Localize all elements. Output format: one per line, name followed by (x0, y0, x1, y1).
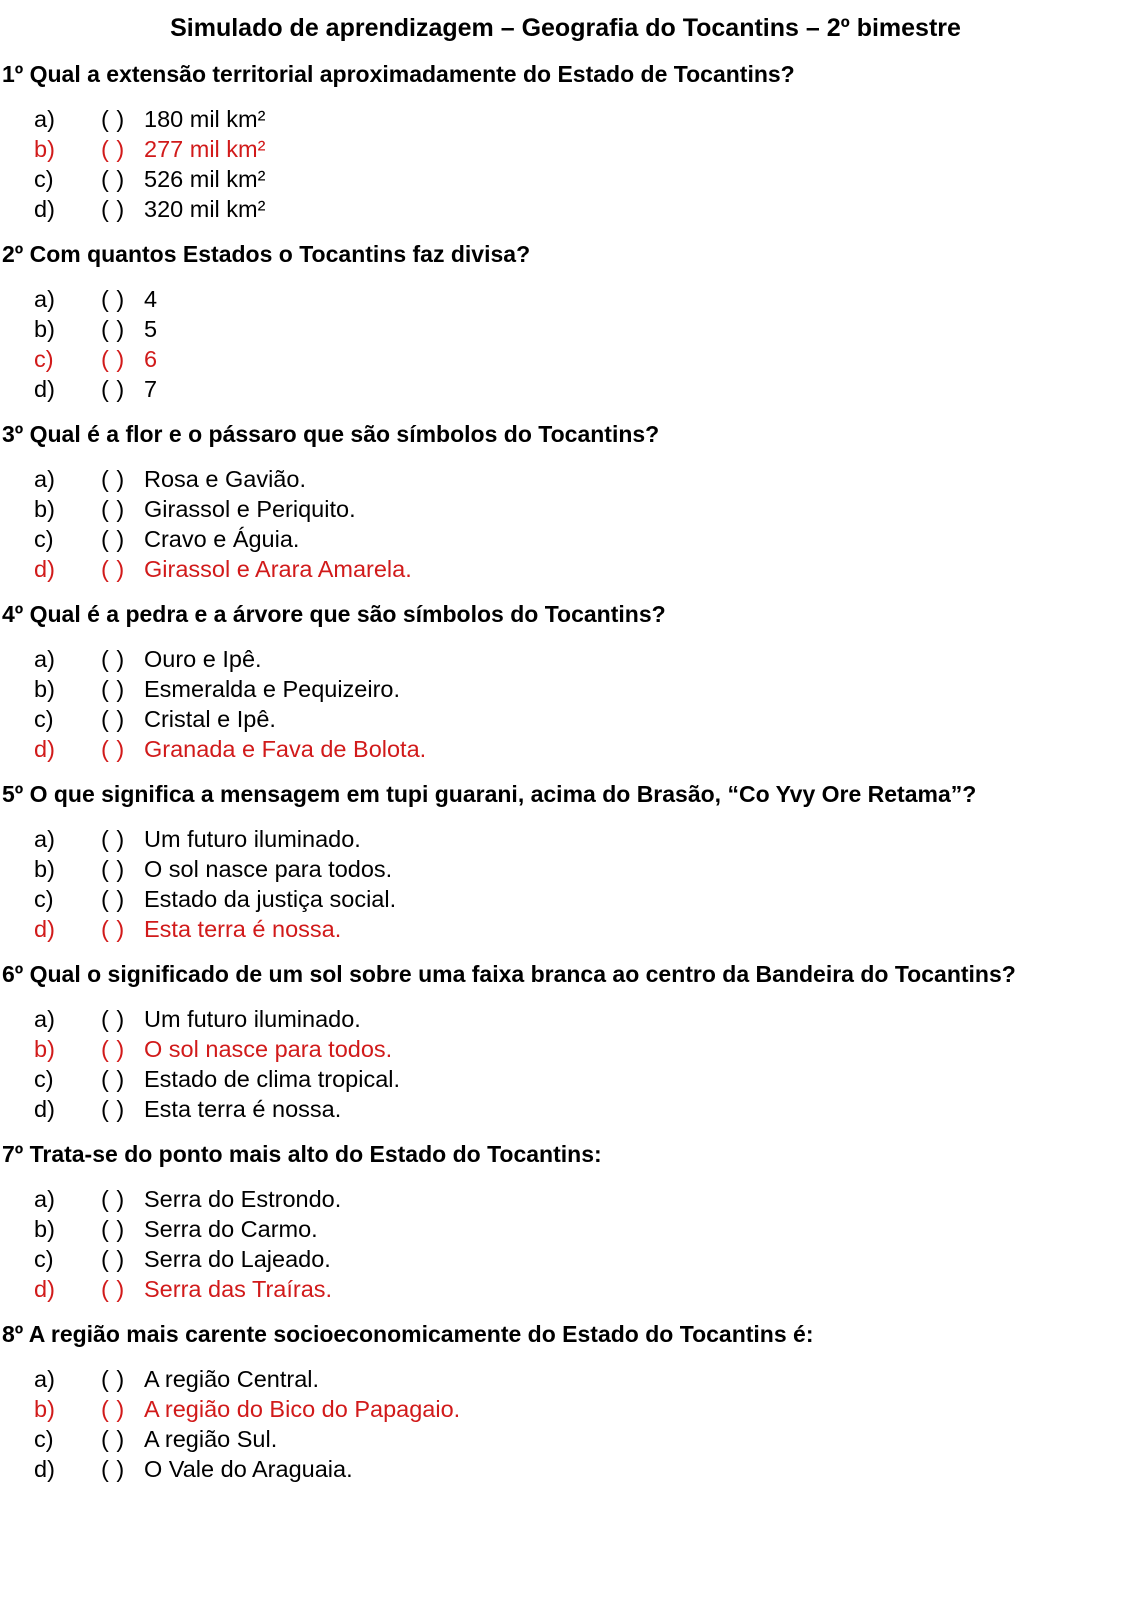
option-text: Serra do Estrondo. (144, 1186, 342, 1212)
option-text: Serra do Carmo. (144, 1216, 318, 1242)
option-letter: c) (34, 706, 54, 732)
option-text: 526 mil km² (144, 166, 266, 192)
option-letter: c) (34, 346, 54, 372)
option-text: O sol nasce para todos. (144, 856, 393, 882)
option-text: O Vale do Araguaia. (144, 1456, 353, 1482)
option-letter: c) (34, 166, 54, 192)
answer-checkbox[interactable]: ( ) (101, 376, 125, 402)
option-text: Cravo e Águia. (144, 526, 300, 552)
option-letter: b) (34, 1036, 55, 1062)
answer-checkbox[interactable]: ( ) (101, 556, 125, 582)
option-letter: c) (34, 526, 54, 552)
answer-checkbox[interactable]: ( ) (101, 1246, 125, 1272)
answer-checkbox[interactable]: ( ) (101, 286, 125, 312)
option-letter: a) (34, 286, 55, 312)
option-text: 277 mil km² (144, 136, 266, 162)
answer-checkbox[interactable]: ( ) (101, 706, 125, 732)
option-text: Esta terra é nossa. (144, 1096, 342, 1122)
option-letter: b) (34, 496, 55, 522)
answer-checkbox[interactable]: ( ) (101, 526, 125, 552)
option-letter: d) (34, 916, 55, 942)
option-text: 320 mil km² (144, 196, 266, 222)
option-letter: b) (34, 856, 55, 882)
answer-checkbox[interactable]: ( ) (101, 316, 125, 342)
question-text: 8º A região mais carente socioeconomicamente do Estado do Tocantins é: (2, 1321, 814, 1347)
question-text: 4º Qual é a pedra e a árvore que são símbolos do Tocantins? (2, 601, 666, 627)
answer-checkbox[interactable]: ( ) (101, 1036, 125, 1062)
answer-checkbox[interactable]: ( ) (101, 136, 125, 162)
answer-checkbox[interactable]: ( ) (101, 1456, 125, 1482)
answer-checkbox[interactable]: ( ) (101, 1066, 125, 1092)
answer-checkbox[interactable]: ( ) (101, 856, 125, 882)
answer-checkbox[interactable]: ( ) (101, 346, 125, 372)
answer-checkbox[interactable]: ( ) (101, 916, 125, 942)
option-text: 5 (144, 316, 158, 342)
option-letter: b) (34, 676, 55, 702)
option-letter: d) (34, 736, 55, 762)
answer-checkbox[interactable]: ( ) (101, 166, 125, 192)
option-text: Rosa e Gavião. (144, 466, 306, 492)
answer-checkbox[interactable]: ( ) (101, 106, 125, 132)
question-text: 7º Trata-se do ponto mais alto do Estado do Tocantins: (2, 1141, 602, 1167)
option-letter: c) (34, 1426, 54, 1452)
option-text: Esmeralda e Pequizeiro. (144, 676, 401, 702)
answer-checkbox[interactable]: ( ) (101, 1276, 125, 1302)
answer-checkbox[interactable]: ( ) (101, 1006, 125, 1032)
option-letter: c) (34, 1246, 54, 1272)
option-text: A região Sul. (144, 1426, 278, 1452)
option-text: Ouro e Ipê. (144, 646, 262, 672)
option-text: Estado da justiça social. (144, 886, 397, 912)
option-text: 6 (144, 346, 158, 372)
answer-checkbox[interactable]: ( ) (101, 886, 125, 912)
option-text: Um futuro iluminado. (144, 1006, 361, 1032)
option-text: Girassol e Arara Amarela. (144, 556, 412, 582)
option-letter: d) (34, 196, 55, 222)
answer-checkbox[interactable]: ( ) (101, 1426, 125, 1452)
answer-checkbox[interactable]: ( ) (101, 196, 125, 222)
answer-checkbox[interactable]: ( ) (101, 1396, 125, 1422)
option-letter: d) (34, 1276, 55, 1302)
answer-checkbox[interactable]: ( ) (101, 676, 125, 702)
answer-checkbox[interactable]: ( ) (101, 466, 125, 492)
option-letter: a) (34, 1186, 55, 1212)
option-letter: c) (34, 886, 54, 912)
page-title: Simulado de aprendizagem – Geografia do Tocantins – 2º bimestre (170, 14, 961, 42)
answer-checkbox[interactable]: ( ) (101, 1186, 125, 1212)
option-letter: a) (34, 1366, 55, 1392)
option-letter: b) (34, 136, 55, 162)
option-letter: d) (34, 1096, 55, 1122)
option-letter: a) (34, 106, 55, 132)
answer-checkbox[interactable]: ( ) (101, 1366, 125, 1392)
answer-checkbox[interactable]: ( ) (101, 826, 125, 852)
question-text: 5º O que significa a mensagem em tupi guarani, acima do Brasão, “Co Yvy Ore Retama”? (2, 781, 977, 807)
question-text: 3º Qual é a flor e o pássaro que são símbolos do Tocantins? (2, 421, 660, 447)
option-text: O sol nasce para todos. (144, 1036, 393, 1062)
option-text: Esta terra é nossa. (144, 916, 342, 942)
answer-checkbox[interactable]: ( ) (101, 646, 125, 672)
option-text: A região Central. (144, 1366, 320, 1392)
answer-checkbox[interactable]: ( ) (101, 1096, 125, 1122)
question-text: 6º Qual o significado de um sol sobre uma faixa branca ao centro da Bandeira do Tocantins? (2, 961, 1016, 987)
option-letter: b) (34, 1396, 55, 1422)
option-text: A região do Bico do Papagaio. (144, 1396, 461, 1422)
option-text: Granada e Fava de Bolota. (144, 736, 427, 762)
option-letter: c) (34, 1066, 54, 1092)
option-letter: a) (34, 646, 55, 672)
option-letter: a) (34, 1006, 55, 1032)
answer-checkbox[interactable]: ( ) (101, 736, 125, 762)
answer-checkbox[interactable]: ( ) (101, 496, 125, 522)
option-text: 4 (144, 286, 158, 312)
option-text: Estado de clima tropical. (144, 1066, 401, 1092)
question-text: 1º Qual a extensão territorial aproximadamente do Estado de Tocantins? (2, 61, 795, 87)
option-text: Girassol e Periquito. (144, 496, 356, 522)
option-letter: b) (34, 1216, 55, 1242)
option-letter: d) (34, 556, 55, 582)
option-text: Serra das Traíras. (144, 1276, 333, 1302)
option-letter: d) (34, 376, 55, 402)
option-letter: a) (34, 466, 55, 492)
option-text: Cristal e Ipê. (144, 706, 276, 732)
option-text: Serra do Lajeado. (144, 1246, 331, 1272)
option-text: 7 (144, 376, 158, 402)
option-letter: d) (34, 1456, 55, 1482)
option-text: 180 mil km² (144, 106, 266, 132)
option-letter: a) (34, 826, 55, 852)
question-text: 2º Com quantos Estados o Tocantins faz divisa? (2, 241, 531, 267)
answer-checkbox[interactable]: ( ) (101, 1216, 125, 1242)
option-text: Um futuro iluminado. (144, 826, 361, 852)
option-letter: b) (34, 316, 55, 342)
